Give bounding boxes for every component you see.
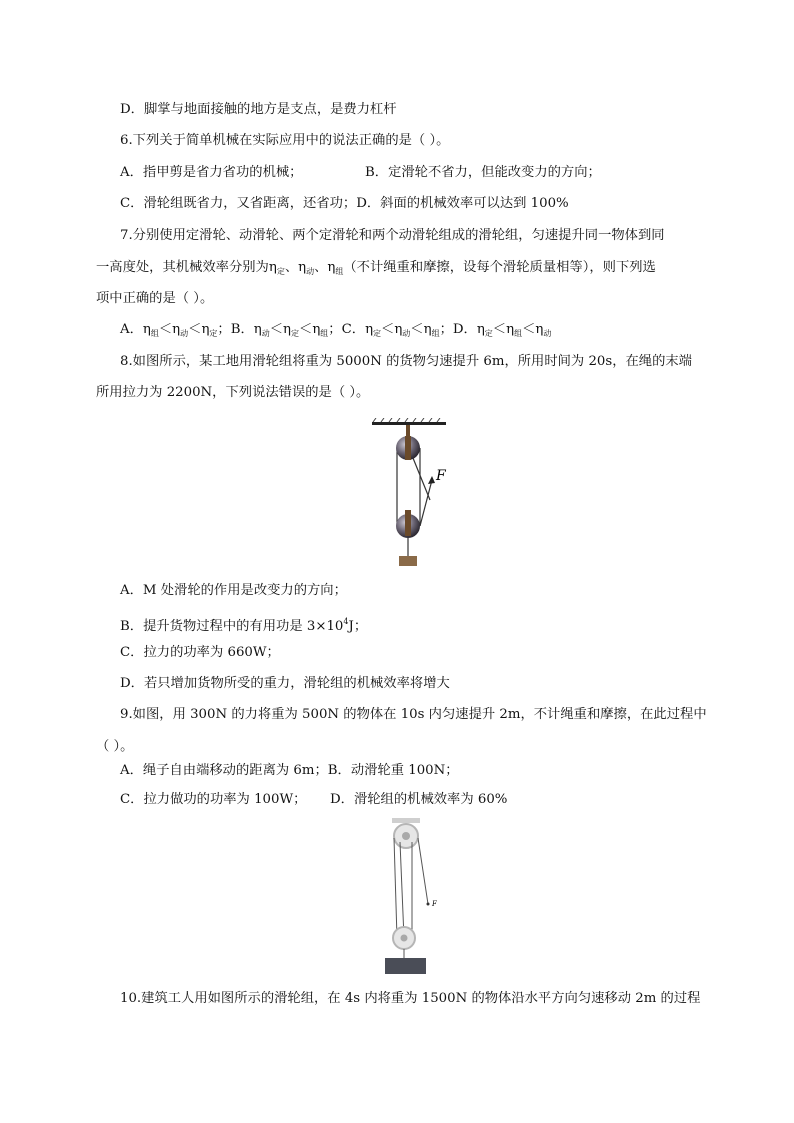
q9-pulley-figure [376, 818, 438, 976]
q7-stem-line1: 7.分别使用定滑轮、动滑轮、两个定滑轮和两个动滑轮组成的滑轮组，匀速提升同一物体到同 [120, 228, 665, 243]
load-block [385, 958, 426, 974]
q6-stem: 6.下列关于简单机械在实际应用中的说法正确的是（ ）。 [120, 133, 450, 148]
q6-option-a: A．指甲剪是省力省功的机械； [120, 165, 303, 180]
q5-option-d: D．脚掌与地面接触的地方是支点，是费力杠杆 [120, 102, 397, 117]
force-label: F [432, 900, 437, 908]
q6-option-cd: C．滑轮组既省力，又省距离，还省功；D．斜面的机械效率可以达到 100% [120, 196, 569, 211]
cargo-block [399, 556, 417, 566]
q9-stem-line2: （ ）。 [96, 739, 134, 754]
q6-option-b: B．定滑轮不省力，但能改变力的方向； [365, 165, 601, 180]
q9-option-d: D．滑轮组的机械效率为 60% [330, 792, 508, 807]
q8-stem-line1: 8.如图所示，某工地用滑轮组将重为 5000N 的货物匀速提升 6m，所用时间为 20s，在绳的末端 [120, 354, 692, 369]
q8-option-c: C．拉力的功率为 660W； [120, 645, 280, 660]
q7-stem-line2: 一高度处，其机械效率分别为$\eta_定$、$\eta_动$、$\eta_组$（不计绳重和摩擦，设每个滑轮质量相等），则下列选 [96, 260, 656, 276]
q9-option-c: C．拉力做功的功率为 100W； [120, 792, 307, 807]
q7-options: A．$\eta_组<\eta_动<\eta_定$；B．$\eta_动<\eta_定<\eta_组$；C．$\eta_定<\eta_动<\eta_组$；D．$\eta_定<\eta_组<\eta_动$ [120, 322, 552, 338]
q8-option-a: A．M 处滑轮的作用是改变力的方向； [120, 583, 347, 598]
q8-pulley-figure [368, 418, 458, 570]
q8-option-d: D．若只增加货物所受的重力，滑轮组的机械效率将增大 [120, 676, 450, 691]
force-label: F [436, 468, 446, 484]
q8-stem-line2: 所用拉力为 2200N，下列说法错误的是（ ）。 [96, 385, 370, 400]
q8-option-b: B．提升货物过程中的有用功是 $3\times 10^4J$； [120, 617, 368, 634]
q7-stem-line3: 项中正确的是（ ）。 [96, 291, 214, 306]
q9-option-ab: A．绳子自由端移动的距离为 6m；B．动滑轮重 100N； [120, 763, 459, 778]
q10-stem-line1: 10.建筑工人用如图所示的滑轮组，在 4s 内将重为 1500N 的物体沿水平方向匀速移动 2m 的过程 [120, 991, 701, 1006]
q9-stem-line1: 9.如图，用 300N 的力将重为 500N 的物体在 10s 内匀速提升 2m，不计绳重和摩擦，在此过程中 [120, 707, 707, 722]
